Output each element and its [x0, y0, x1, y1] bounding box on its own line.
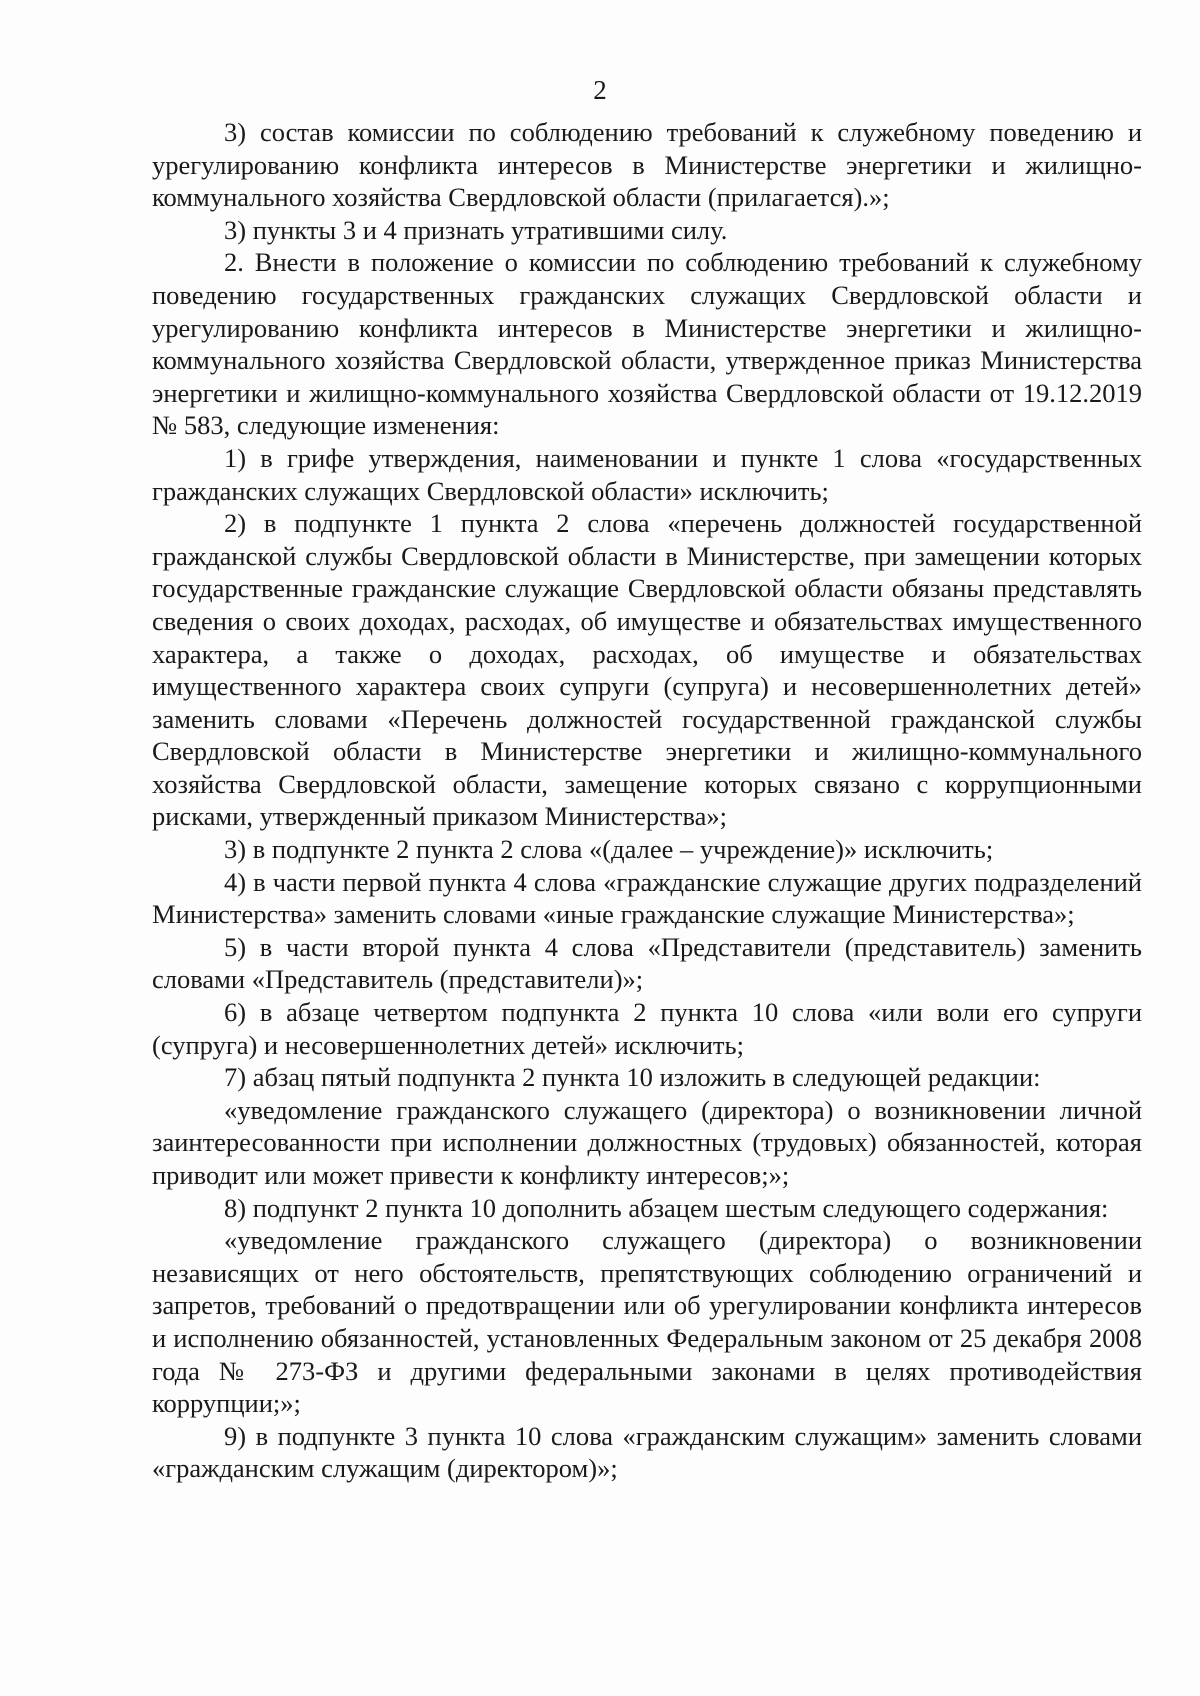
paragraph-10: 7) абзац пятый подпункта 2 пункта 10 изложить в следующей редакции:: [224, 1062, 1041, 1093]
paragraph-14: 9) в подпункте 3 пункта 10 слова «гражданским служащим» заменить словами «гражданским служащим (директором)»;: [152, 1420, 1142, 1484]
page-number: 2: [593, 75, 607, 105]
paragraph-11: «уведомление гражданского служащего (директора) о возникновении личной заинтересованности при исполнении должностных (трудовых) обязанностей, которая приводит или может привести к конфликту интересов;»;: [152, 1094, 1142, 1190]
paragraph-7: 4) в части первой пункта 4 слова «гражданские служащие других подразделений Министерства» заменить словами «иные гражданские служащие Министерства»;: [152, 866, 1142, 930]
paragraph-12: 8) подпункт 2 пункта 10 дополнить абзацем шестым следующего содержания:: [224, 1192, 1109, 1223]
paragraph-9: 6) в абзаце четвертом подпункта 2 пункта 10 слова «или воли его супруги (супруга) и несовершеннолетних детей» исключить;: [152, 997, 1142, 1060]
paragraph-3: 2. Внести в положение о комиссии по соблюдению требований к служебному поведению государственных гражданских служащих Свердловской области и урегулированию конфликта интересов в Министерстве энергетики и жилищно-коммунального хозяйства Свердловской области, утвержденное приказ Министерства энергетики и жилищно-коммунального хозяйства Свердловской области от 19.12.2019 № 583, следующие изменения:: [152, 247, 1142, 441]
paragraph-1: 3) состав комиссии по соблюдению требований к служебному поведению и урегулированию конфликта интересов в Министерстве энергетики и жилищно-коммунального хозяйства Свердловской области (прилагается).»;: [152, 117, 1142, 213]
paragraph-4: 1) в грифе утверждения, наименовании и пункте 1 слова «государственных гражданских служащих Свердловской области» исключить;: [152, 442, 1142, 506]
document-body: [152, 116, 1142, 1485]
paragraph-8: 5) в части второй пункта 4 слова «Представители (представитель) заменить словами «Представитель (представители)»;: [152, 931, 1142, 995]
paragraph-5: 2) в подпункте 1 пункта 2 слова «перечень должностей государственной гражданской службы Свердловской области в Министерстве, при замещении которых государственные гражданские служащие Свердловской области обязаны представлять сведения о своих доходах, расходах, об имуществе и обязательствах имущественного характера, а также о доходах, расходах, об имуществе и обязательствах имущественного характера своих супруги (супруга) и несовершеннолетних детей» заменить словами «Перечень должностей государственной гражданской службы Свердловской области в Министерстве энергетики и жилищно-коммунального хозяйства Свердловской области, замещение которых связано с коррупционными рисками, утвержденный приказом Министерства»;: [152, 508, 1142, 832]
paragraph-2: 3) пункты 3 и 4 признать утратившими силу.: [224, 214, 728, 245]
paragraph-13: «уведомление гражданского служащего (директора) о возникновении независящих от него обстоятельств, препятствующих соблюдению ограничений и запретов, требований о предотвращении или об урегулировании конфликта интересов и исполнению обязанностей, установленных Федеральным законом от 25 декабря 2008 года № 273-ФЗ и другими федеральными законами в целях противодействия коррупции;»;: [152, 1225, 1142, 1419]
paragraph-6: 3) в подпункте 2 пункта 2 слова «(далее – учреждение)» исключить;: [224, 834, 994, 865]
